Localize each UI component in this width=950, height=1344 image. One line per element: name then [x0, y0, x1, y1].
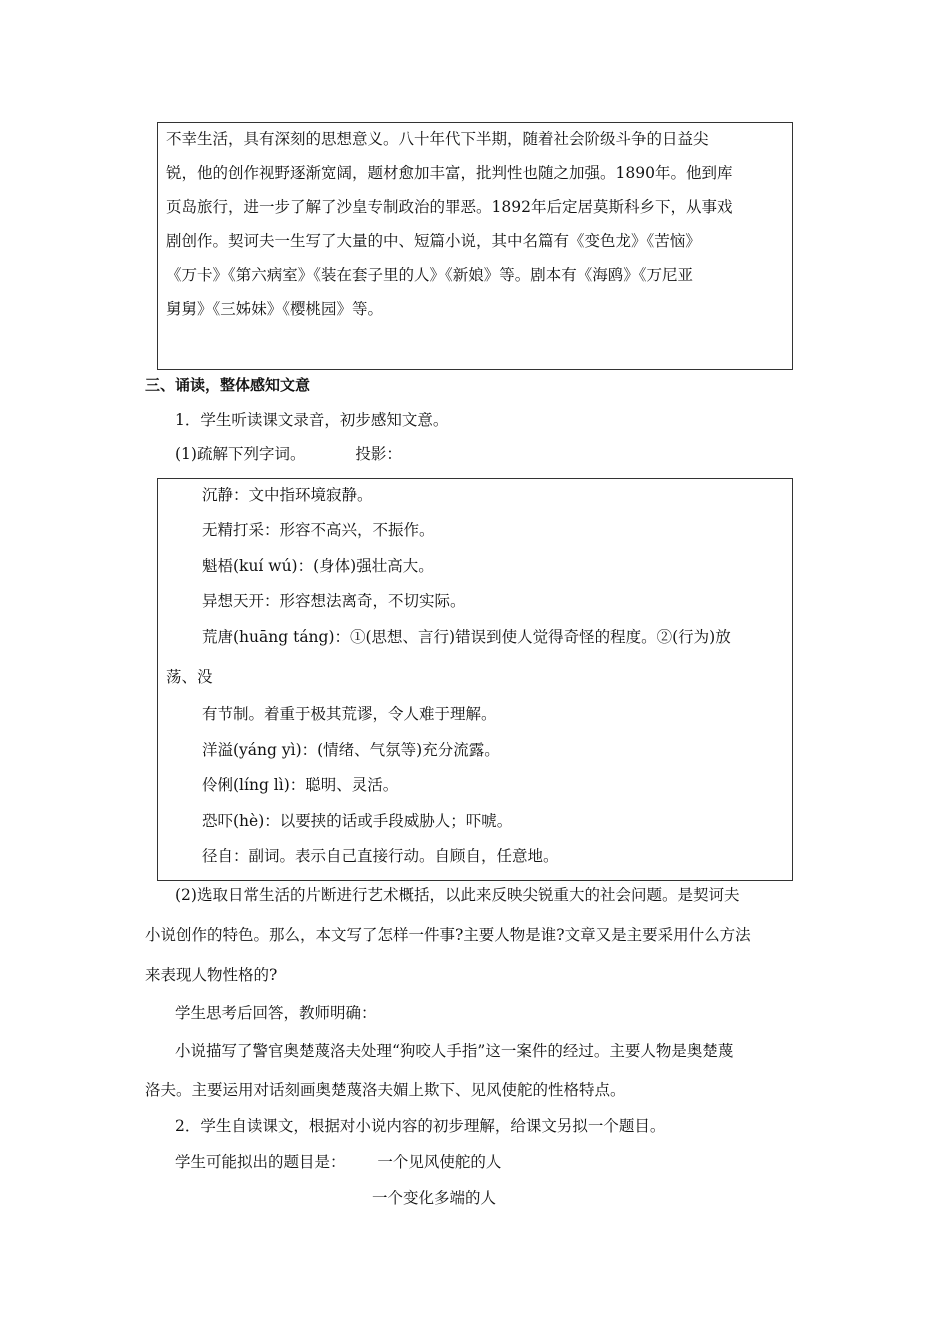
para-2-line-3: 来表现人物性格的? — [145, 966, 278, 984]
para-2-line-1: (2)选取日常生活的片断进行艺术概括，以此来反映尖锐重大的社会问题。是契诃夫 — [175, 886, 740, 904]
box1-line-5: 《万卡》《第六病室》《装在套子里的人》《新娘》等。剧本有《海鸥》《万尼亚 — [166, 266, 694, 284]
box1-line-1: 不幸生活，具有深刻的思想意义。八十年代下半期，随着社会阶级斗争的日益尖 — [166, 130, 709, 148]
box1-line-2: 锐，他的创作视野逐渐宽阔，题材愈加丰富，批判性也随之加强。1890年。他到库 — [166, 164, 733, 182]
title-option-1: 一个见风使舵的人 — [377, 1153, 502, 1171]
vocab-line-8: 洋溢(yáng yì)：(情绪、气氛等)充分流露。 — [202, 741, 500, 759]
vocab-line-5: 荒唐(huāng táng)：①(思想、言行)错误到使人觉得奇怪的程度。②(行为)放 — [202, 628, 731, 646]
vocab-line-3: 魁梧(kuí wú)：(身体)强壮高大。 — [202, 557, 434, 575]
box1-line-4: 剧创作。契诃夫一生写了大量的中、短篇小说，其中名篇有《变色龙》《苦恼》 — [166, 232, 701, 250]
vocab-line-10: 恐吓(hè)：以要挟的话或手段威胁人；吓唬。 — [202, 812, 513, 830]
titles-row — [175, 1152, 501, 1172]
vocab-line-7: 有节制。着重于极其荒谬，令人难于理解。 — [202, 705, 497, 723]
item-1: 1．学生听读课文录音，初步感知文意。 — [175, 411, 449, 429]
section-3-heading: 三、诵读，整体感知文意 — [145, 376, 311, 394]
item-2: 2．学生自读课文，根据对小说内容的初步理解，给课文另拟一个题目。 — [175, 1117, 666, 1135]
vocab-line-2: 无精打采：形容不高兴，不振作。 — [202, 521, 435, 539]
item-1-sub — [175, 444, 402, 464]
box1-line-3: 页岛旅行，进一步了解了沙皇专制政治的罪恶。1892年后定居莫斯科乡下，从事戏 — [166, 198, 733, 216]
answer-line-1: 小说描写了警官奥楚蔑洛夫处理“狗咬人手指”这一案件的经过。主要人物是奥楚蔑 — [175, 1042, 734, 1060]
titles-intro: 学生可能拟出的题目是： — [175, 1153, 346, 1171]
vocab-line-1: 沉静：文中指环境寂静。 — [202, 486, 373, 504]
item-1-sub-label: (1)疏解下列字词。 — [175, 445, 306, 463]
item-1-projection-label: 投影： — [355, 445, 402, 463]
title-option-2: 一个变化多端的人 — [372, 1189, 497, 1207]
para-2-line-2: 小说创作的特色。那么，本文写了怎样一件事?主要人物是谁?文章又是主要采用什么方法 — [145, 926, 751, 944]
vocab-line-6: 荡、没 — [166, 668, 213, 686]
answer-intro: 学生思考后回答，教师明确： — [175, 1004, 377, 1022]
vocab-line-4: 异想天开：形容想法离奇，不切实际。 — [202, 592, 466, 610]
answer-line-2: 洛夫。主要运用对话刻画奥楚蔑洛夫媚上欺下、见风使舵的性格特点。 — [145, 1081, 626, 1099]
vocab-line-11: 径自：副词。表示自己直接行动。自顾自，任意地。 — [202, 847, 559, 865]
vocab-line-9: 伶俐(líng lì)：聪明、灵活。 — [202, 776, 399, 794]
box1-line-6: 舅舅》《三姊妹》《樱桃园》等。 — [166, 300, 384, 318]
